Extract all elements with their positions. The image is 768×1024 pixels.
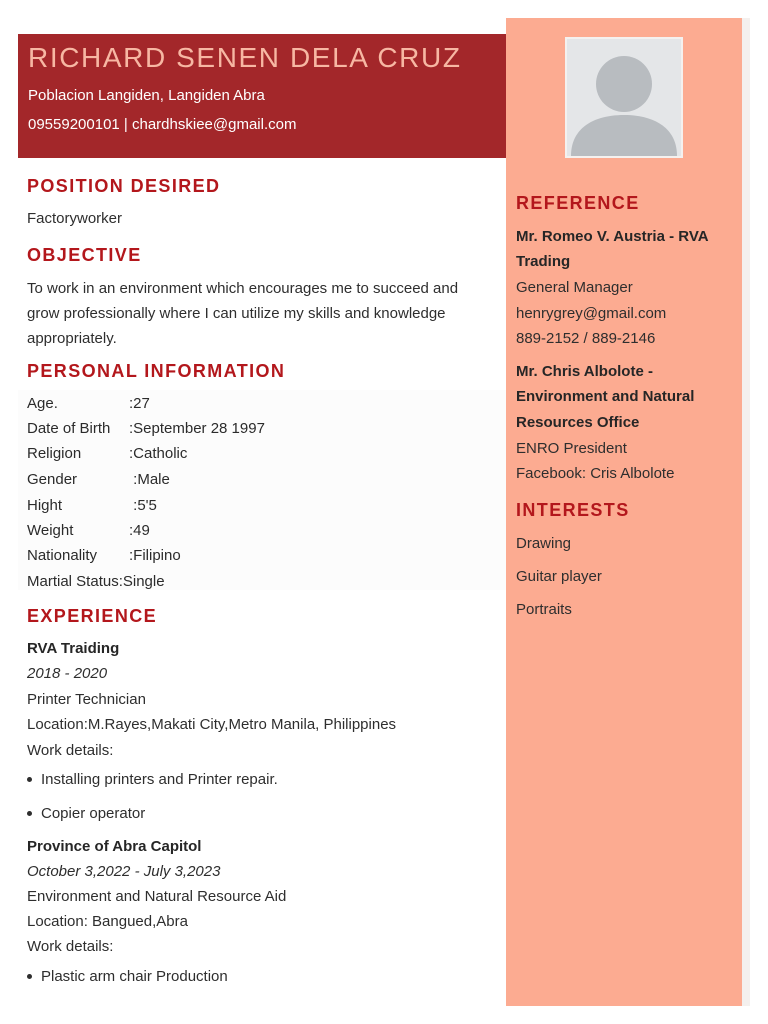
section-title-personal-info: PERSONAL INFORMATION: [27, 361, 286, 381]
section-title-reference: REFERENCE: [516, 193, 640, 213]
interest-item: Guitar player: [516, 568, 602, 585]
job-role: Environment and Natural Resource Aid: [27, 888, 287, 905]
reference-name-line: Mr. Chris Albolote -: [516, 363, 653, 380]
info-value: :Filipino: [129, 547, 181, 564]
info-label: Martial Status:Single: [27, 573, 165, 590]
objective-text: To work in an environment which encourages me to succeed and grow professionally where I can utilize my skills and knowledge appropriately.: [27, 280, 459, 347]
info-value: :5'5: [129, 497, 157, 514]
section-title-interests: INTERESTS: [516, 500, 630, 520]
info-value: :Male: [129, 471, 170, 488]
interest-item: Drawing: [516, 535, 572, 552]
info-label: Age.: [27, 395, 58, 412]
person-silhouette-icon: [567, 39, 681, 156]
info-value: :49: [129, 522, 150, 539]
reference-name-line: Environment and Natural: [516, 388, 695, 405]
position-value: Factoryworker: [27, 210, 123, 227]
reference-title: ENRO President: [516, 440, 627, 457]
reference-name-line: Mr. Romeo V. Austria - RVA: [516, 228, 709, 245]
job-detail-item: Copier operator: [41, 805, 146, 822]
sidebar-edge: [742, 18, 750, 1006]
job-location: Location: Bangued,Abra: [27, 913, 188, 930]
info-label: Nationality: [27, 547, 98, 564]
job-dates: 2018 - 2020: [27, 665, 108, 682]
job-detail-item: Plastic arm chair Production: [41, 968, 228, 985]
info-value: :27: [129, 395, 150, 412]
bullet-icon: [27, 777, 32, 782]
interest-item: Portraits: [516, 601, 572, 618]
job-company: Province of Abra Capitol: [27, 838, 202, 855]
job-details-label: Work details:: [27, 742, 114, 759]
job-company: RVA Traiding: [27, 640, 120, 657]
job-dates: October 3,2022 - July 3,2023: [27, 863, 221, 880]
job-role: Printer Technician: [27, 691, 146, 708]
reference-title: General Manager: [516, 279, 633, 296]
reference-email: henrygrey@gmail.com: [516, 305, 667, 322]
job-details-label: Work details:: [27, 938, 114, 955]
info-value: :September 28 1997: [129, 420, 265, 437]
reference-phone: 889-2152 / 889-2146: [516, 330, 656, 347]
bullet-icon: [27, 811, 32, 816]
section-title-position: POSITION DESIRED: [27, 176, 221, 196]
bullet-icon: [27, 974, 32, 979]
section-title-objective: OBJECTIVE: [27, 245, 142, 265]
contact-line: 09559200101 | chardhskiee@gmail.com: [28, 116, 297, 133]
reference-facebook: Facebook: Cris Albolote: [516, 465, 675, 482]
info-label: Weight: [27, 522, 74, 539]
candidate-name: RICHARD SENEN DELA CRUZ: [28, 42, 462, 73]
reference-name-line: Resources Office: [516, 414, 640, 431]
job-detail-item: Installing printers and Printer repair.: [41, 771, 278, 788]
info-value: :Catholic: [129, 445, 188, 462]
job-location: Location:M.Rayes,Makati City,Metro Manila, Philippines: [27, 716, 397, 733]
info-label: Gender: [27, 471, 78, 488]
avatar: [565, 37, 683, 158]
info-label: Hight: [27, 497, 63, 514]
reference-name-line: Trading: [516, 253, 571, 270]
info-label: Religion: [27, 445, 82, 462]
address: Poblacion Langiden, Langiden Abra: [28, 87, 265, 104]
info-label: Date of Birth: [27, 420, 111, 437]
section-title-experience: EXPERIENCE: [27, 606, 158, 626]
